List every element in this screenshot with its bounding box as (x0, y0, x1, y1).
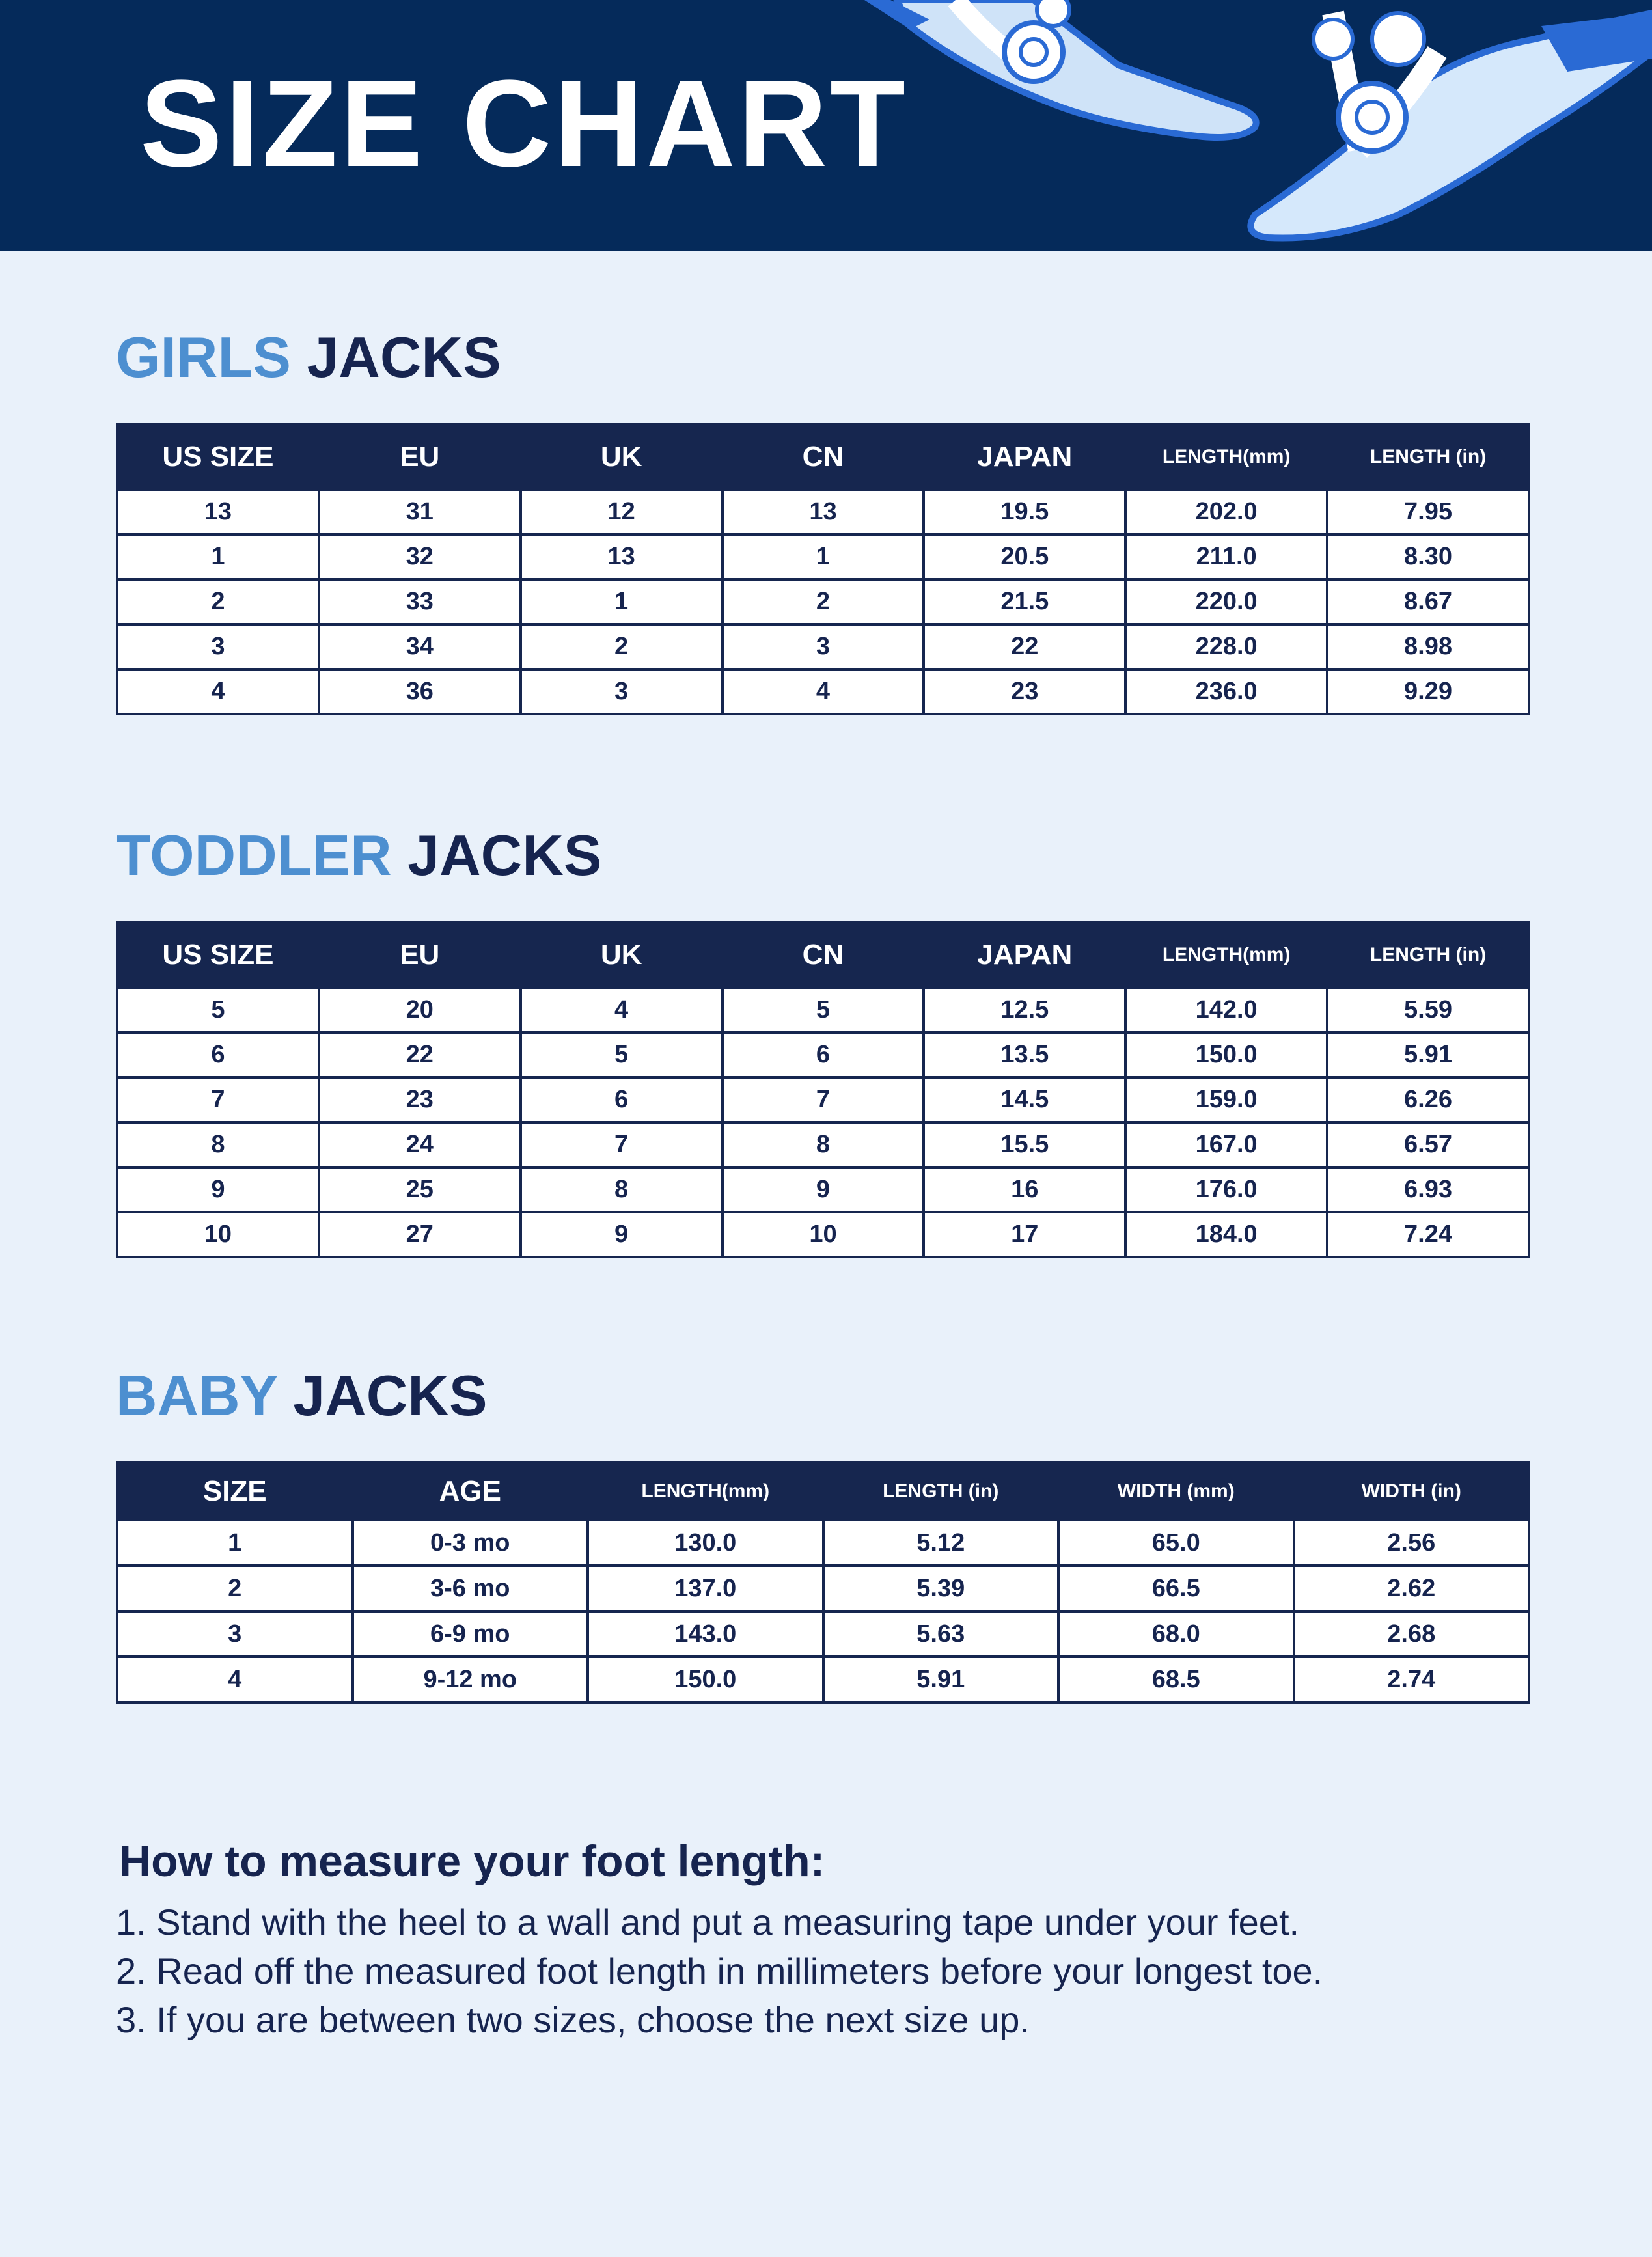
toddler-table-cell: 6.93 (1327, 1167, 1529, 1212)
toddler-table-cell: 5.91 (1327, 1032, 1529, 1077)
baby-table-cell: 2 (117, 1566, 353, 1611)
baby-table-cell: 68.0 (1058, 1611, 1294, 1657)
girls-table-cell: 1 (723, 534, 924, 579)
girls-header-cell: US SIZE (117, 424, 319, 490)
table-row (117, 490, 1529, 534)
girls-table-cell: 3 (723, 624, 924, 669)
table-row (117, 1212, 1529, 1257)
table-row (117, 1032, 1529, 1077)
toddler-size-table (116, 921, 1530, 1258)
girls-table-cell: 31 (319, 490, 521, 534)
girls-table-cell: 33 (319, 579, 521, 624)
toddler-header-cell: LENGTH (in) (1327, 922, 1529, 988)
baby-table-cell: 5.39 (823, 1566, 1059, 1611)
girls-table-cell: 202.0 (1125, 490, 1327, 534)
baby-table-cell: 150.0 (588, 1657, 823, 1702)
girls-table-cell: 2 (117, 579, 319, 624)
girls-table-cell: 4 (117, 669, 319, 714)
baby-table-cell: 3-6 mo (353, 1566, 588, 1611)
girls-table-cell: 211.0 (1125, 534, 1327, 579)
toddler-table-cell: 4 (521, 988, 723, 1032)
girls-size-table (116, 423, 1530, 715)
toddler-table-cell: 7 (521, 1122, 723, 1167)
girls-header-cell: CN (723, 424, 924, 490)
girls-table-cell: 36 (319, 669, 521, 714)
howto-step-2: 2. Read off the measured foot length in millimeters before your longest toe. (116, 1950, 1323, 1991)
baby-table-cell: 68.5 (1058, 1657, 1294, 1702)
baby-table-cell: 130.0 (588, 1520, 823, 1566)
toddler-table-cell: 9 (723, 1167, 924, 1212)
table-row (117, 579, 1529, 624)
girls-table-cell: 3 (117, 624, 319, 669)
toddler-table-cell: 24 (319, 1122, 521, 1167)
baby-header-cell: LENGTH(mm) (588, 1463, 823, 1520)
girls-table-cell: 220.0 (1125, 579, 1327, 624)
toddler-table-cell: 176.0 (1125, 1167, 1327, 1212)
toddler-table-cell: 23 (319, 1077, 521, 1122)
toddler-table-cell: 142.0 (1125, 988, 1327, 1032)
toddler-table-cell: 25 (319, 1167, 521, 1212)
toddler-table-cell: 8 (117, 1122, 319, 1167)
toddler-table-cell: 22 (319, 1032, 521, 1077)
girls-table-cell: 20.5 (924, 534, 1125, 579)
girls-table-cell: 13 (117, 490, 319, 534)
girls-table-cell: 23 (924, 669, 1125, 714)
baby-table-cell: 2.62 (1294, 1566, 1530, 1611)
toddler-table-cell: 6 (117, 1032, 319, 1077)
howto-step-1: 1. Stand with the heel to a wall and put a measuring tape under your feet. (116, 1902, 1300, 1943)
baby-header-cell: SIZE (117, 1463, 353, 1520)
toddler-table-cell: 7 (117, 1077, 319, 1122)
toddler-table-cell: 13.5 (924, 1032, 1125, 1077)
girls-table-cell: 21.5 (924, 579, 1125, 624)
girls-table-cell: 13 (521, 534, 723, 579)
baby-size-table (116, 1461, 1530, 1704)
toddler-table-cell: 6.26 (1327, 1077, 1529, 1122)
toddler-table-cell: 7 (723, 1077, 924, 1122)
girls-table-cell: 8.98 (1327, 624, 1529, 669)
toddler-table-cell: 8 (723, 1122, 924, 1167)
girls-section-title (116, 325, 501, 389)
table-row (117, 1122, 1529, 1167)
girls-header-cell: LENGTH(mm) (1125, 424, 1327, 490)
toddler-table-cell: 14.5 (924, 1077, 1125, 1122)
toddler-header-cell: UK (521, 922, 723, 988)
baby-table-cell: 4 (117, 1657, 353, 1702)
toddler-title-main: JACKS (407, 823, 602, 887)
howto-step-3: 3. If you are between two sizes, choose the next size up. (116, 1999, 1030, 2040)
girls-table-cell: 32 (319, 534, 521, 579)
girls-table-cell: 8.30 (1327, 534, 1529, 579)
toddler-table-cell: 20 (319, 988, 521, 1032)
girls-table-cell: 2 (521, 624, 723, 669)
toddler-table-cell: 8 (521, 1167, 723, 1212)
baby-title-main: JACKS (293, 1363, 488, 1428)
baby-table-cell: 5.63 (823, 1611, 1059, 1657)
toddler-table-cell: 5 (117, 988, 319, 1032)
girls-table-cell: 2 (723, 579, 924, 624)
toddler-table-cell: 5 (521, 1032, 723, 1077)
girls-header-cell: JAPAN (924, 424, 1125, 490)
toddler-table-cell: 15.5 (924, 1122, 1125, 1167)
toddler-header-cell: JAPAN (924, 922, 1125, 988)
toddler-table-cell: 159.0 (1125, 1077, 1327, 1122)
baby-header-cell: WIDTH (in) (1294, 1463, 1530, 1520)
toddler-table-cell: 7.24 (1327, 1212, 1529, 1257)
baby-table-cell: 2.74 (1294, 1657, 1530, 1702)
left-sandal-icon (864, 0, 1256, 137)
girls-table-cell: 8.67 (1327, 579, 1529, 624)
toddler-table-cell: 17 (924, 1212, 1125, 1257)
baby-title-accent: BABY (116, 1363, 277, 1428)
girls-table-cell: 12 (521, 490, 723, 534)
toddler-title-accent: TODDLER (116, 823, 392, 887)
toddler-table-cell: 10 (723, 1212, 924, 1257)
toddler-table-cell: 167.0 (1125, 1122, 1327, 1167)
table-row (117, 1611, 1529, 1657)
baby-header-cell: AGE (353, 1463, 588, 1520)
toddler-table-cell: 5 (723, 988, 924, 1032)
toddler-header-cell: US SIZE (117, 922, 319, 988)
table-row (117, 669, 1529, 714)
howto-title: How to measure your foot length: (119, 1836, 825, 1886)
baby-table-cell: 2.56 (1294, 1520, 1530, 1566)
toddler-table-cell: 12.5 (924, 988, 1125, 1032)
table-row (117, 1077, 1529, 1122)
girls-title-accent: GIRLS (116, 325, 291, 389)
baby-table-cell: 66.5 (1058, 1566, 1294, 1611)
baby-table-cell: 1 (117, 1520, 353, 1566)
toddler-table-cell: 10 (117, 1212, 319, 1257)
baby-header-cell: LENGTH (in) (823, 1463, 1059, 1520)
toddler-table-cell: 5.59 (1327, 988, 1529, 1032)
toddler-table-cell: 184.0 (1125, 1212, 1327, 1257)
baby-table-cell: 5.12 (823, 1520, 1059, 1566)
girls-table-cell: 7.95 (1327, 490, 1529, 534)
baby-table-cell: 143.0 (588, 1611, 823, 1657)
toddler-table-cell: 150.0 (1125, 1032, 1327, 1077)
girls-table-cell: 228.0 (1125, 624, 1327, 669)
table-row (117, 1657, 1529, 1702)
toddler-table-cell: 16 (924, 1167, 1125, 1212)
girls-table-cell: 236.0 (1125, 669, 1327, 714)
girls-header-cell: EU (319, 424, 521, 490)
girls-table-cell: 13 (723, 490, 924, 534)
girls-table-cell: 9.29 (1327, 669, 1529, 714)
table-row (117, 1167, 1529, 1212)
toddler-table-cell: 6 (521, 1077, 723, 1122)
table-row (117, 1520, 1529, 1566)
baby-table-cell: 2.68 (1294, 1611, 1530, 1657)
toddler-table-cell: 6 (723, 1032, 924, 1077)
toddler-section-title (116, 823, 602, 887)
girls-title-main: JACKS (307, 325, 501, 389)
baby-table-cell: 3 (117, 1611, 353, 1657)
girls-table-cell: 4 (723, 669, 924, 714)
header-banner (0, 0, 1652, 251)
toddler-header-cell: LENGTH(mm) (1125, 922, 1327, 988)
girls-header-cell: LENGTH (in) (1327, 424, 1529, 490)
baby-table-cell: 5.91 (823, 1657, 1059, 1702)
baby-table-cell: 137.0 (588, 1566, 823, 1611)
table-row (117, 1566, 1529, 1611)
baby-section-title (116, 1363, 488, 1428)
girls-table-cell: 1 (117, 534, 319, 579)
girls-table-cell: 1 (521, 579, 723, 624)
table-row (117, 624, 1529, 669)
girls-table-cell: 22 (924, 624, 1125, 669)
toddler-table-cell: 6.57 (1327, 1122, 1529, 1167)
baby-table-cell: 6-9 mo (353, 1611, 588, 1657)
sandals-illustration (838, 0, 1652, 251)
baby-table-cell: 0-3 mo (353, 1520, 588, 1566)
page-title: SIZE CHART (140, 55, 908, 193)
baby-table-cell: 9-12 mo (353, 1657, 588, 1702)
girls-table-cell: 19.5 (924, 490, 1125, 534)
girls-header-cell: UK (521, 424, 723, 490)
toddler-table-cell: 9 (521, 1212, 723, 1257)
toddler-header-cell: EU (319, 922, 521, 988)
girls-table-cell: 3 (521, 669, 723, 714)
toddler-table-cell: 9 (117, 1167, 319, 1212)
baby-table-cell: 65.0 (1058, 1520, 1294, 1566)
toddler-table-cell: 27 (319, 1212, 521, 1257)
table-row (117, 988, 1529, 1032)
toddler-header-cell: CN (723, 922, 924, 988)
baby-header-cell: WIDTH (mm) (1058, 1463, 1294, 1520)
right-sandal-icon (1250, 13, 1652, 238)
girls-table-cell: 34 (319, 624, 521, 669)
table-row (117, 534, 1529, 579)
